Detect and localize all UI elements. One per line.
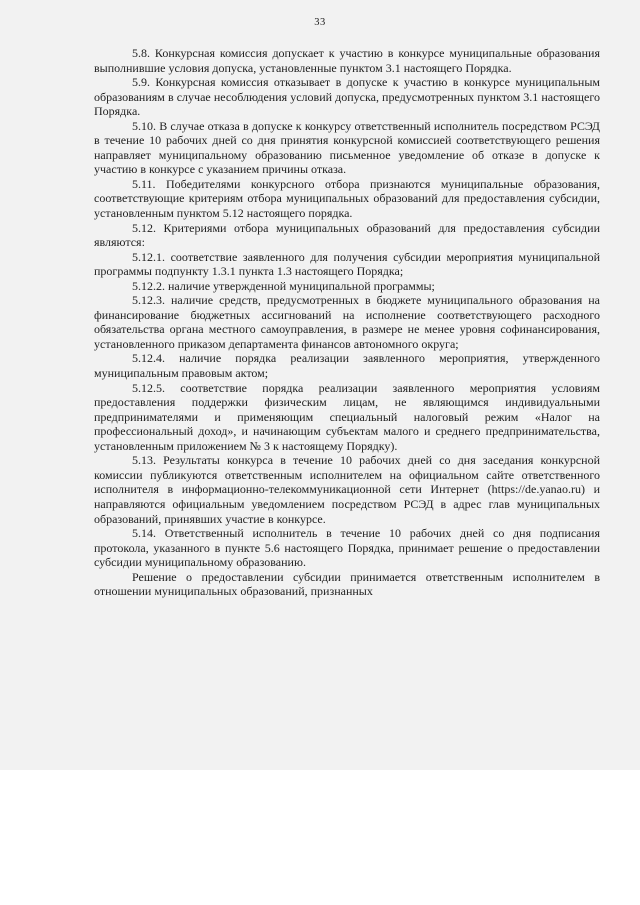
paragraph-5-11: 5.11. Победителями конкурсного отбора признаются муниципальные образования, соответствующие критериям отбора муниципальных образований для предоставления субсидии, установленным пунктом 5.12 настоящего порядка. — [94, 176, 600, 221]
paragraph-5-12-2: 5.12.2. наличие утвержденной муниципальной программы; — [132, 278, 435, 293]
paragraph-5-10: 5.10. В случае отказа в допуске к конкурсу ответственный исполнитель посредством РСЭД в течение 10 рабочих дней со дня принятия конкурсной комиссией соответствующего решения направляет муниципальному образованию письменное уведомление об отказе в допуске к участию в конкурсе с указанием причины отказа. — [94, 118, 600, 177]
paragraph-decision: Решение о предоставлении субсидии принимается ответственным исполнителем в отношении муниципальных образований, признанных — [94, 569, 600, 599]
paragraph-5-14: 5.14. Ответственный исполнитель в течение 10 рабочих дней со дня подписания протокола, указанного в пункте 5.6 настоящего Порядка, принимает решение о предоставлении субсидии муниципальному образованию. — [94, 526, 600, 570]
paragraph-5-12-3: 5.12.3. наличие средств, предусмотренных в бюджете муниципального образования на финансирование бюджетных ассигнований на исполнение соответствующего расходного обязательства органа местного самоуправления, в размере не менее уровня софинансирования, установленного приказом департамента финансов автономного округа; — [94, 293, 600, 351]
page-number: 33 — [314, 17, 326, 28]
paragraph-5-13: 5.13. Результаты конкурса в течение 10 рабочих дней со дня заседания конкурсной комиссии публикуются ответственным исполнителем на официальном сайте ответственного исполнителя в информационно-телекоммуникационной сети Интернет (https://de.yanao.ru) и направляются официальным уведомлением посредством РСЭД в адрес глав муниципальных образований, принявших участие в конкурсе. — [94, 453, 600, 526]
paragraph-5-8: 5.8. Конкурсная комиссия допускает к участию в конкурсе муниципальные образования выполнившие условия допуска, установленные пунктом 3.1 настоящего Порядка. — [94, 46, 600, 75]
blank-margin — [0, 770, 640, 905]
paragraph-5-12-5: 5.12.5. соответствие порядка реализации заявленного мероприятия условиям предоставления поддержки физическим лицам, не являющимся индивидуальными предпринимателями и применяющим специальный налоговый режим «Налог на профессиональный доход», и начинающим субъектам малого и среднего предпринимательства, установленным приложением № 3 к настоящему Порядку). — [94, 380, 600, 453]
paragraph-5-12-1: 5.12.1. соответствие заявленного для получения субсидии мероприятия муниципальной программы подпункту 1.3.1 пункта 1.3 настоящего Порядка; — [94, 249, 600, 279]
paragraph-5-12: 5.12. Критериями отбора муниципальных образований для предоставления субсидии являются: — [94, 220, 600, 250]
document-body — [94, 46, 600, 599]
paragraph-5-9: 5.9. Конкурсная комиссия отказывает в допуске к участию в конкурсе муниципальным образованиям в случае несоблюдения условий допуска, предусмотренных пунктом 3.1 настоящего Порядка. — [94, 75, 600, 119]
paragraph-5-12-4: 5.12.4. наличие порядка реализации заявленного мероприятия, утвержденного муниципальным правовым актом; — [94, 351, 600, 381]
